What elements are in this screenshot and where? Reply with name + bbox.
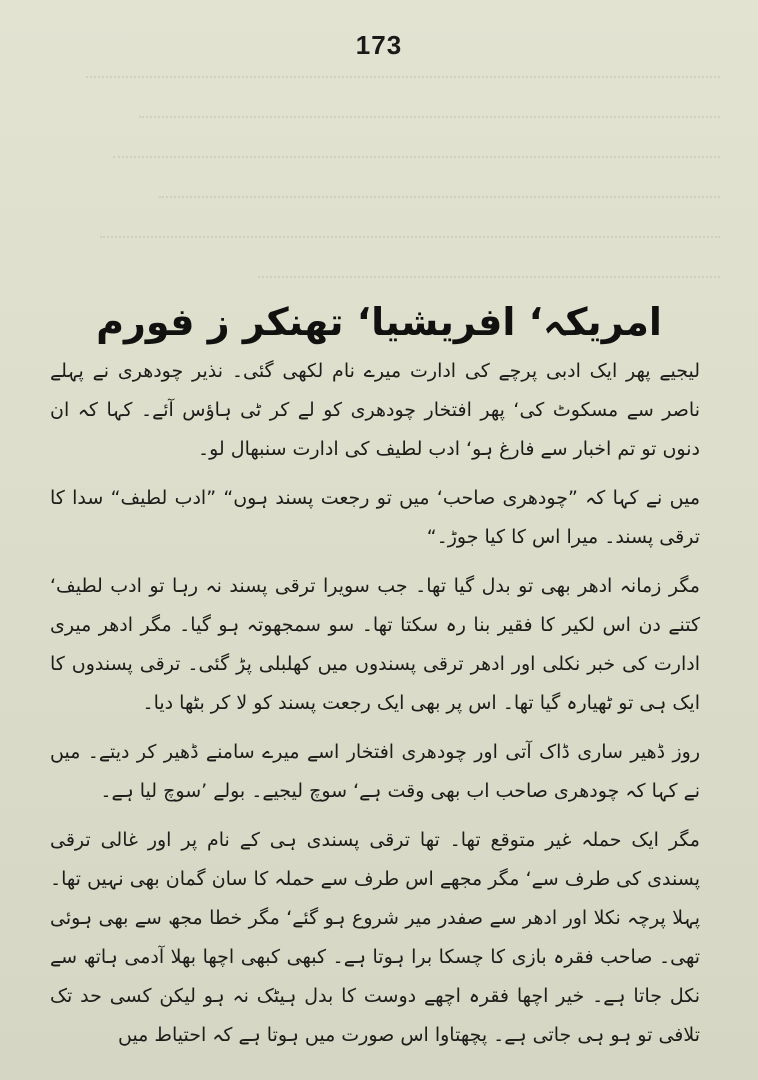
paragraph: مگر ایک حملہ غیر متوقع تھا۔ تھا ترقی پسندی ہی کے نام پر اور غالی ترقی پسندی کی طرف سے‘ مگر مجھے اس طرف سے حملہ کا سان گمان بھی نہیں تھا۔ پہلا پرچہ نکلا اور ادھر سے صفدر میر شروع ہو گئے‘ مگر خطا مجھ سے بھی ہوئی تھی۔ صاحب فقرہ بازی کا چسکا برا ہوتا ہے۔ کبھی کبھی اچھا بھلا آدمی ہاتھ سے نکل جاتا ہے۔ خیر اچھا فقرہ اچھے دوست کا بدل ہیٹک نہ ہو لیکن کسی حد تک تلافی تو ہو ہی جاتی ہے۔ پچھتاوا اس صورت میں ہوتا ہے کہ احتیاط میں xyxy=(50,829,700,1046)
paragraph: روز ڈھیر ساری ڈاک آتی اور چودھری افتخار اسے میرے سامنے ڈھیر کر دیتے۔ میں نے کہا کہ چودھری صاحب اب بھی وقت ہے‘ سوچ لیجیے۔ بولے ’سوچ لیا ہے۔ xyxy=(50,741,700,802)
show-through-line xyxy=(258,262,720,278)
chapter-title: امریکہ‘ افریشیا‘ تھنکر ز فورم xyxy=(96,300,662,345)
body-text xyxy=(50,352,700,1065)
page-number: 173 xyxy=(355,30,403,60)
show-through-text xyxy=(60,62,720,302)
show-through-line xyxy=(113,142,720,158)
show-through-line xyxy=(86,62,720,78)
paragraph: لیجیے پھر ایک ادبی پرچے کی ادارت میرے نام لکھی گئی۔ نذیر چودھری نے پہلے ناصر سے مسکوٹ کی‘ پھر افتخار چودھری کو لے کر ٹی ہاؤس آئے۔ کہا کہ ان دنوں تو تم اخبار سے فارغ ہو‘ ادب لطیف کی ادارت سنبھال لو۔ xyxy=(50,360,700,460)
show-through-line xyxy=(139,102,720,118)
paragraph: مگر زمانہ ادھر بھی تو بدل گیا تھا۔ جب سویرا ترقی پسند نہ رہا تو ادب لطیف‘ کتنے دن اس لکیر کا فقیر بنا رہ سکتا تھا۔ سو سمجھوتہ ہو گیا۔ مگر ادھر میری ادارت کی خبر نکلی اور ادھر ترقی پسندوں میں کھلبلی پڑ گئی۔ ترقی پسندوں کا ایک ہی تو ٹھیارہ گیا تھا۔ اس پر بھی ایک رجعت پسند کو لا کر بٹھا دیا۔ xyxy=(50,575,700,714)
show-through-line xyxy=(159,182,720,198)
show-through-line xyxy=(100,222,720,238)
paragraph: میں نے کہا کہ ”چودھری صاحب‘ میں تو رجعت پسند ہوں“ ”ادب لطیف“ سدا کا ترقی پسند۔ میرا اس کا کیا جوڑ۔“ xyxy=(50,487,700,548)
